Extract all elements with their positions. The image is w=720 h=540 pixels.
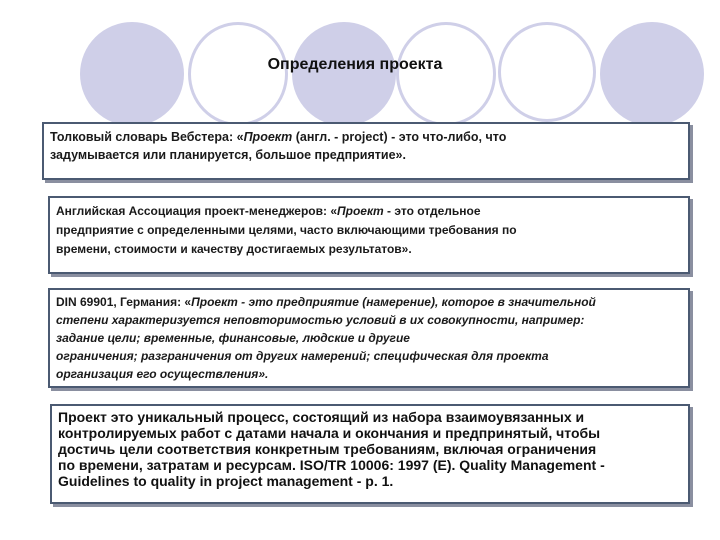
definition-webster — [42, 122, 690, 180]
circle-decoration — [600, 22, 704, 126]
text-line — [50, 128, 682, 146]
keyword: Проект — [243, 130, 293, 144]
page-title: Определения проекта — [267, 56, 443, 73]
text-line: достичь цели соответствия конкретным требованиям, включая ограничения — [58, 441, 597, 457]
text-fragment: Английская Ассоциация проект-менеджеров: « — [56, 204, 337, 218]
keyword: Проект — [337, 204, 384, 218]
text-fragment: Толковый словарь Вебстера: « — [50, 130, 244, 144]
text-fragment: - это отдельное — [383, 204, 481, 218]
circle-decoration — [498, 22, 596, 122]
text-line: Проект это уникальный процесс, состоящий из набора взаимоувязанных и — [58, 409, 585, 425]
definition-din — [48, 288, 690, 388]
text-line — [56, 293, 682, 311]
text-line: степени характеризуется неповторимостью условий в их совокупности, например: — [56, 313, 585, 327]
text-line: задание цели; временные, финансовые, людские и другие — [56, 331, 410, 345]
text-line: по времени, затратам и ресурсам. ISO/TR 10006: 1997 (E). Quality Management - — [58, 457, 605, 473]
text-line: контролируемых работ с датами начала и окончания и предпринятый, чтобы — [58, 425, 601, 441]
text-line: задумывается или планируется, большое предприятие». — [50, 148, 406, 162]
circle-decoration — [292, 22, 396, 126]
circle-decoration — [396, 22, 496, 126]
text-line: организация его осуществления». — [56, 367, 269, 381]
text-fragment: DIN 69901, Германия: « — [56, 295, 192, 309]
definition-apm — [48, 196, 690, 274]
text-fragment: - это предприятие (намерение), которое в значительной — [237, 295, 596, 309]
text-line — [56, 202, 682, 221]
text-line: Guidelines to quality in project management - p. 1. — [58, 473, 394, 489]
circle-decoration — [188, 22, 288, 126]
definition-iso — [50, 404, 690, 504]
circle-decoration — [80, 22, 184, 126]
text-line: предприятие с определенными целями, часто включающими требования по — [56, 223, 517, 237]
text-line: времени, стоимости и качеству достигаемых результатов». — [56, 242, 412, 256]
text-fragment: (англ. - project) - это что-либо, что — [292, 130, 507, 144]
keyword: Проект — [191, 295, 238, 309]
text-line: ограничения; разграничения от других намерений; специфическая для проекта — [56, 349, 549, 363]
